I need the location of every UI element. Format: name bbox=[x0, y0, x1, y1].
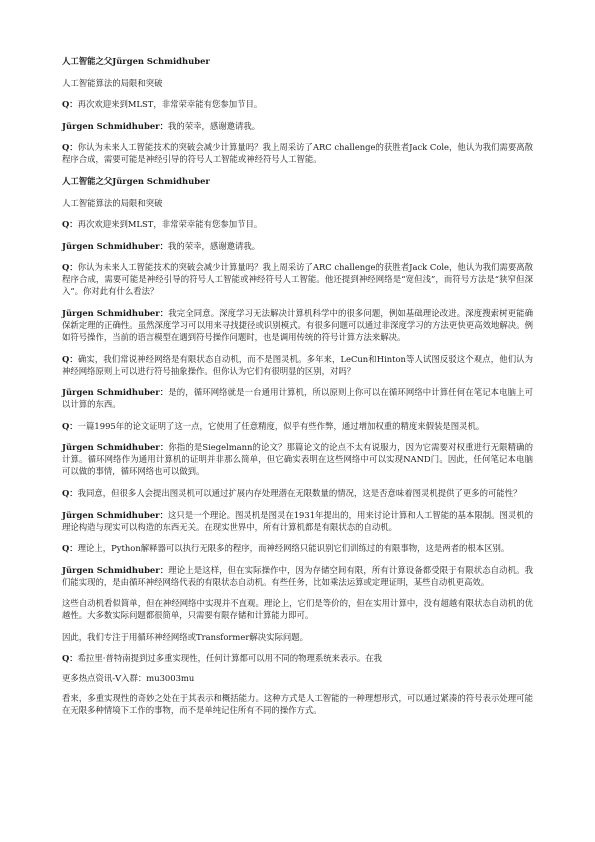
speaker-label: Jürgen Schmidhuber： bbox=[62, 307, 169, 318]
paragraph-text: 我同意，但很多人会提出图灵机可以通过扩展内存处理潜在无限数量的情况，这是否意味着图灵机提供了更多的可能性？ bbox=[77, 487, 522, 498]
document-title: 人工智能之父Jürgen Schmidhuber bbox=[62, 56, 210, 66]
qa-paragraph bbox=[62, 240, 533, 252]
qa-paragraph bbox=[62, 441, 533, 477]
paragraph-text: 我的荣幸，感谢邀请我。 bbox=[167, 240, 261, 251]
qa-paragraph bbox=[62, 353, 533, 377]
speaker-label: Jürgen Schmidhuber： bbox=[62, 564, 169, 575]
section-subtitle: 人工智能算法的局限和突破 bbox=[62, 197, 163, 208]
paragraph-text: 理论上，Python解释器可以执行无限多的程序，而神经网络只能识别它们训练过的有限事物，这是两者的根本区别。 bbox=[77, 543, 510, 554]
paragraph-text: 你认为未来人工智能技术的突破会减少计算量吗？我上周采访了ARC challenge的获胜者Jack Cole，他认为我们需要离散程序合成，需要可能是神经引导的符号人工智能或神经符号人工智能。他还提到神经网络是“宽但浅”，而符号方法是“狭窄但深入”。你对此有什么看法？ bbox=[62, 262, 534, 297]
paragraph-text: 我完全同意。深度学习无法解决计算机科学中的很多问题，例如基础理论改进。深度搜索树更能确保新定理的正确性。虽然深度学习可以用来寻找捷径或识别模式。有很多问题可以通过非深度学习的方法更快更高效地解决。例如符号操作，当前的语言模型在遇到符号操作问题时，也是调用传统的符号计算方法来解决。 bbox=[62, 307, 533, 342]
speaker-label: Q： bbox=[62, 653, 78, 664]
qa-paragraph bbox=[62, 261, 533, 297]
speaker-label: Jürgen Schmidhuber： bbox=[62, 240, 168, 251]
body-paragraph: 看来，多重实现性的奇妙之处在于其表示和概括能力。这种方式是人工智能的一种理想形式，可以通过紧凑的符号表示处理可能在无限多种情境下工作的事物，而不是单纯记住所有不同的操作方式。 bbox=[62, 693, 533, 716]
paragraph-text: 你认为未来人工智能技术的突破会减少计算量吗？我上周采访了ARC challenge的获胜者Jack Cole，他认为我们需要离散程序合成，需要可能是神经引导的符号人工智能或神经符号人工智能。 bbox=[62, 142, 534, 165]
speaker-label: Jürgen Schmidhuber： bbox=[62, 442, 169, 453]
paragraph-text: 再次欢迎来到MLST，非常荣幸能有您参加节目。 bbox=[77, 99, 263, 110]
speaker-label: Jürgen Schmidhuber： bbox=[62, 509, 168, 520]
qa-paragraph bbox=[62, 218, 533, 230]
body-paragraph: 这些自动机看似简单，但在神经网络中实现并不直观。理论上，它们是等价的，但在实用计算中，没有超越有限状态自动机的优越性。大多数实际问题都很简单，只需要有限存储和计算能力即可。 bbox=[62, 598, 533, 621]
paragraph-text: 你指的是Siegelmann的论文？那篇论文的论点不太有说服力，因为它需要对权重进行无限精确的计算。循环网络作为通用计算机的证明并非那么简单，但它确实表明在这些网络中可以实现NAND门。因此，任何笔记本电脑可以做的事情，循环网络也可以做到。 bbox=[62, 442, 533, 477]
speaker-label: Q： bbox=[62, 420, 78, 431]
qa-paragraph bbox=[62, 652, 533, 664]
speaker-label: Jürgen Schmidhuber： bbox=[62, 120, 168, 131]
qa-paragraph bbox=[62, 542, 533, 554]
paragraph-text: 是的，循环网络就是一台通用计算机，所以原则上你可以在循环网络中计算任何在笔记本电脑上可以计算的东西。 bbox=[62, 387, 533, 410]
qa-paragraph bbox=[62, 307, 533, 343]
paragraph-text: 这只是一个理论。图灵机是图灵在1931年提出的，用来讨论计算和人工智能的基本限制。图灵机的理论构造与现实可以构造的东西无关。在现实世界中，所有计算机都是有限状态的自动机。 bbox=[62, 509, 533, 532]
section-subtitle: 人工智能算法的局限和突破 bbox=[62, 77, 163, 88]
qa-paragraph bbox=[62, 120, 533, 132]
speaker-label: Jürgen Schmidhuber： bbox=[62, 387, 169, 398]
document-title: 人工智能之父Jürgen Schmidhuber bbox=[62, 175, 210, 186]
paragraph-text: 一篇1995年的论文证明了这一点，它使用了任意精度，似乎有些作弊，通过增加权重的精度来假装是图灵机。 bbox=[77, 420, 485, 431]
paragraph-text: 希拉里·普特南提到过多重实现性，任何计算都可以用不同的物理系统来表示。在我 bbox=[77, 653, 382, 664]
speaker-label: Q： bbox=[62, 219, 78, 230]
speaker-label: Q： bbox=[62, 487, 78, 498]
speaker-label: Q： bbox=[62, 99, 78, 110]
qa-paragraph bbox=[62, 98, 533, 110]
speaker-label: Q： bbox=[62, 142, 78, 153]
promo-line: 更多热点资讯-V入群：mu3003mu bbox=[62, 673, 195, 684]
paragraph-text: 确实，我们常说神经网络是有限状态自动机，而不是图灵机。多年来，LeCun和Hinton等人试图反驳这个观点，他们认为神经网络原则上可以进行符号抽象操作。但你认为它们有很明显的区别，对吗？ bbox=[62, 353, 534, 376]
qa-paragraph bbox=[62, 564, 533, 588]
qa-paragraph bbox=[62, 509, 533, 533]
qa-paragraph bbox=[62, 487, 533, 499]
body-paragraph: 因此，我们专注于用循环神经网络或Transformer解决实际问题。 bbox=[62, 631, 308, 642]
qa-paragraph bbox=[62, 420, 533, 432]
paragraph-text: 再次欢迎来到MLST，非常荣幸能有您参加节目。 bbox=[77, 219, 263, 230]
qa-paragraph bbox=[62, 141, 533, 165]
paragraph-text: 我的荣幸，感谢邀请我。 bbox=[167, 120, 261, 131]
qa-paragraph bbox=[62, 386, 533, 410]
speaker-label: Q： bbox=[62, 353, 78, 364]
speaker-label: Q： bbox=[62, 262, 78, 273]
paragraph-text: 理论上是这样，但在实际操作中，因为存储空间有限，所有计算设备都受限于有限状态自动机。我们能实现的，是由循环神经网络代表的有限状态自动机。有些任务，比如乘法运算或定理证明，某些自动机更高效。 bbox=[62, 564, 533, 587]
speaker-label: Q： bbox=[62, 543, 78, 554]
